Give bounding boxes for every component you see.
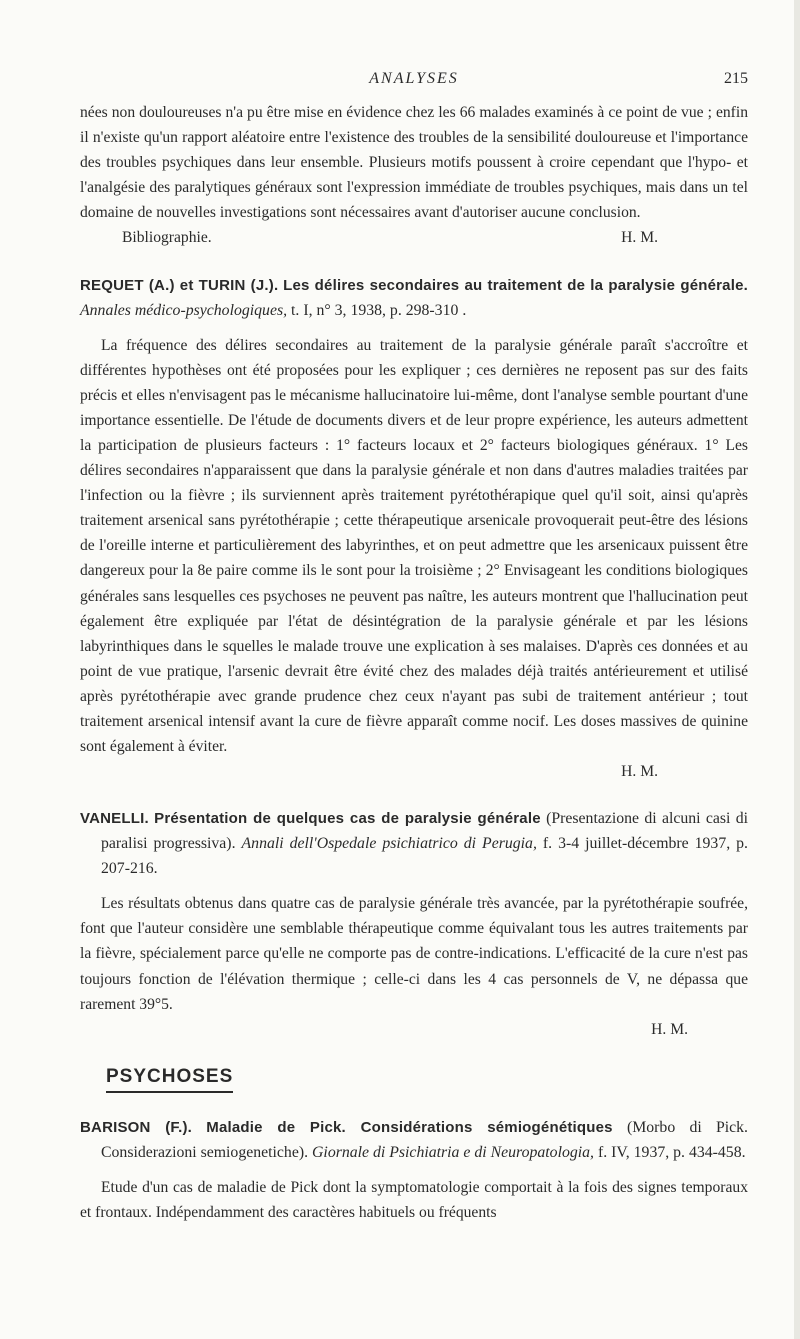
entry-heading <box>80 1115 748 1165</box>
entry-heading <box>80 273 748 323</box>
section-heading-wrap <box>80 1064 748 1093</box>
entry-authors: BARISON (F.). <box>80 1118 193 1136</box>
entry-journal: Annales médico-psychologiques, <box>80 301 288 319</box>
entry-title: Maladie de Pick. Considérations sémiogénétiques <box>206 1118 613 1136</box>
entry-authors: REQUET (A.) et TURIN (J.). <box>80 276 279 294</box>
entry-heading <box>80 806 748 881</box>
entry-vanelli <box>80 806 748 1042</box>
entry-subtitle: (Presentazione di alcuni casi di paralisi progressiva). <box>101 810 749 853</box>
entry-subtitle: (Morbo di Pick. Considerazioni semiogenetiche). <box>101 1118 749 1161</box>
entry-citation: f. 3-4 juillet-décembre 1937, p. 207-216. <box>101 835 749 878</box>
article-body <box>80 100 748 1225</box>
entry-abstract: La fréquence des délires secondaires au traitement de la paralysie générale paraît s'accroître et différentes hypothèses ont été proposées pour les expliquer ; ces dernières ne reposent pas sur des faits précis et elles n'envisagent pas le mécanisme hallucinatoire lui-même, dont l'analyse semble pourtant d'une importance essentielle. De l'étude de documents divers et de leur propre expérience, les auteurs admettent la participation de plusieurs facteurs : 1° facteurs locaux et 2° facteurs biologiques généraux. 1° Les délires secondaires n'apparaissent que dans la paralysie générale et non dans d'autres maladies traitées par l'infection ou la fièvre ; ils surviennent après traitement pyrétothérapique quel qu'il soit, ainsi qu'après traitement arsenical sans pyrétothérapie ; cette thérapeutique arsenicale provoquerait peut-être des lésions de l'oreille interne et particulièrement des labyrinthes, et on peut admettre que les arsenicaux puissent être dangereux pour la 8e paire comme ils le sont pour la troisième ; 2° Envisageant les conditions biologiques générales sans lesquelles ces psychoses ne peuvent pas naître, les auteurs montrent que l'hallucination peut également être expliquée par l'état de désintégration de la paralysie générale et par les lésions labyrinthiques dans le squelles le malade trouve une explication à ses malaises. D'après ces données et au point de vue pratique, l'arsenic devrait être évité chez des malades déjà traités antérieurement et utilisé après pyrétothérapie avec grande prudence chez ceux n'ayant pas subi de traitement antérieur ; tout traitement arsenical intensif avant la cure de fièvre apparaît comme nocif. Les doses massives de quinine sont également à éviter. <box>80 336 748 756</box>
entry-citation: t. I, n° 3, 1938, p. 298-310 . <box>291 301 467 319</box>
entry-journal: Annali dell'Ospedale psichiatrico di Perugia, <box>241 835 537 853</box>
entry-title: Présentation de quelques cas de paralysie générale <box>154 810 541 828</box>
entry-authors: VANELLI. <box>80 810 149 828</box>
continuation-footer <box>80 225 748 250</box>
entry-barison <box>80 1115 748 1225</box>
bibliography-note: Bibliographie. <box>122 229 212 247</box>
entry-journal: Giornale di Psichiatria e di Neuropatologia, <box>312 1143 595 1161</box>
entry-abstract: Etude d'un cas de maladie de Pick dont la symptomatologie comportait à la fois des signes temporaux et frontaux. Indépendamment des caractères habituels ou fréquents <box>80 1178 748 1221</box>
running-title: ANALYSES <box>369 70 459 87</box>
page-header <box>80 70 748 96</box>
signature: H. M. <box>651 1020 688 1038</box>
entry-title: Les délires secondaires au traitement de la paralysie générale. <box>283 276 748 294</box>
signature: H. M. <box>621 763 658 781</box>
section-title: PSYCHOSES <box>106 1064 233 1093</box>
signature: H. M. <box>621 229 658 247</box>
continuation-paragraph: nées non douloureuses n'a pu être mise en évidence chez les 66 malades examinés à ce point de vue ; enfin il n'existe qu'un rapport aléatoire entre l'existence des troubles de la sensibilité douloureuse et l'importance des troubles psychiques dans leur ensemble. Plusieurs motifs poussent à croire cependant que l'hypo- et l'analgésie des paralytiques généraux sont l'expression immédiate de troubles psychiques, mais dans un tel domaine de nouvelles investigations sont nécessaires avant d'autoriser aucune conclusion. <box>80 104 748 222</box>
entry-abstract: Les résultats obtenus dans quatre cas de paralysie générale très avancée, par la pyrétothérapie soufrée, font que l'auteur considère une semblable thérapeutique comme équivalant tous les autres traitements par la fièvre, spécialement parce qu'elle ne comporte pas de contre-indications. L'efficacité de la cure n'est pas toujours fonction de l'élévation thermique ; celle-ci dans les 4 cas personnels de V, ne dépassa que rarement 39°5. <box>80 895 748 1013</box>
entry-requet <box>80 273 748 785</box>
entry-citation: f. IV, 1937, p. 434-458. <box>597 1143 746 1161</box>
page-number: 215 <box>724 70 748 87</box>
